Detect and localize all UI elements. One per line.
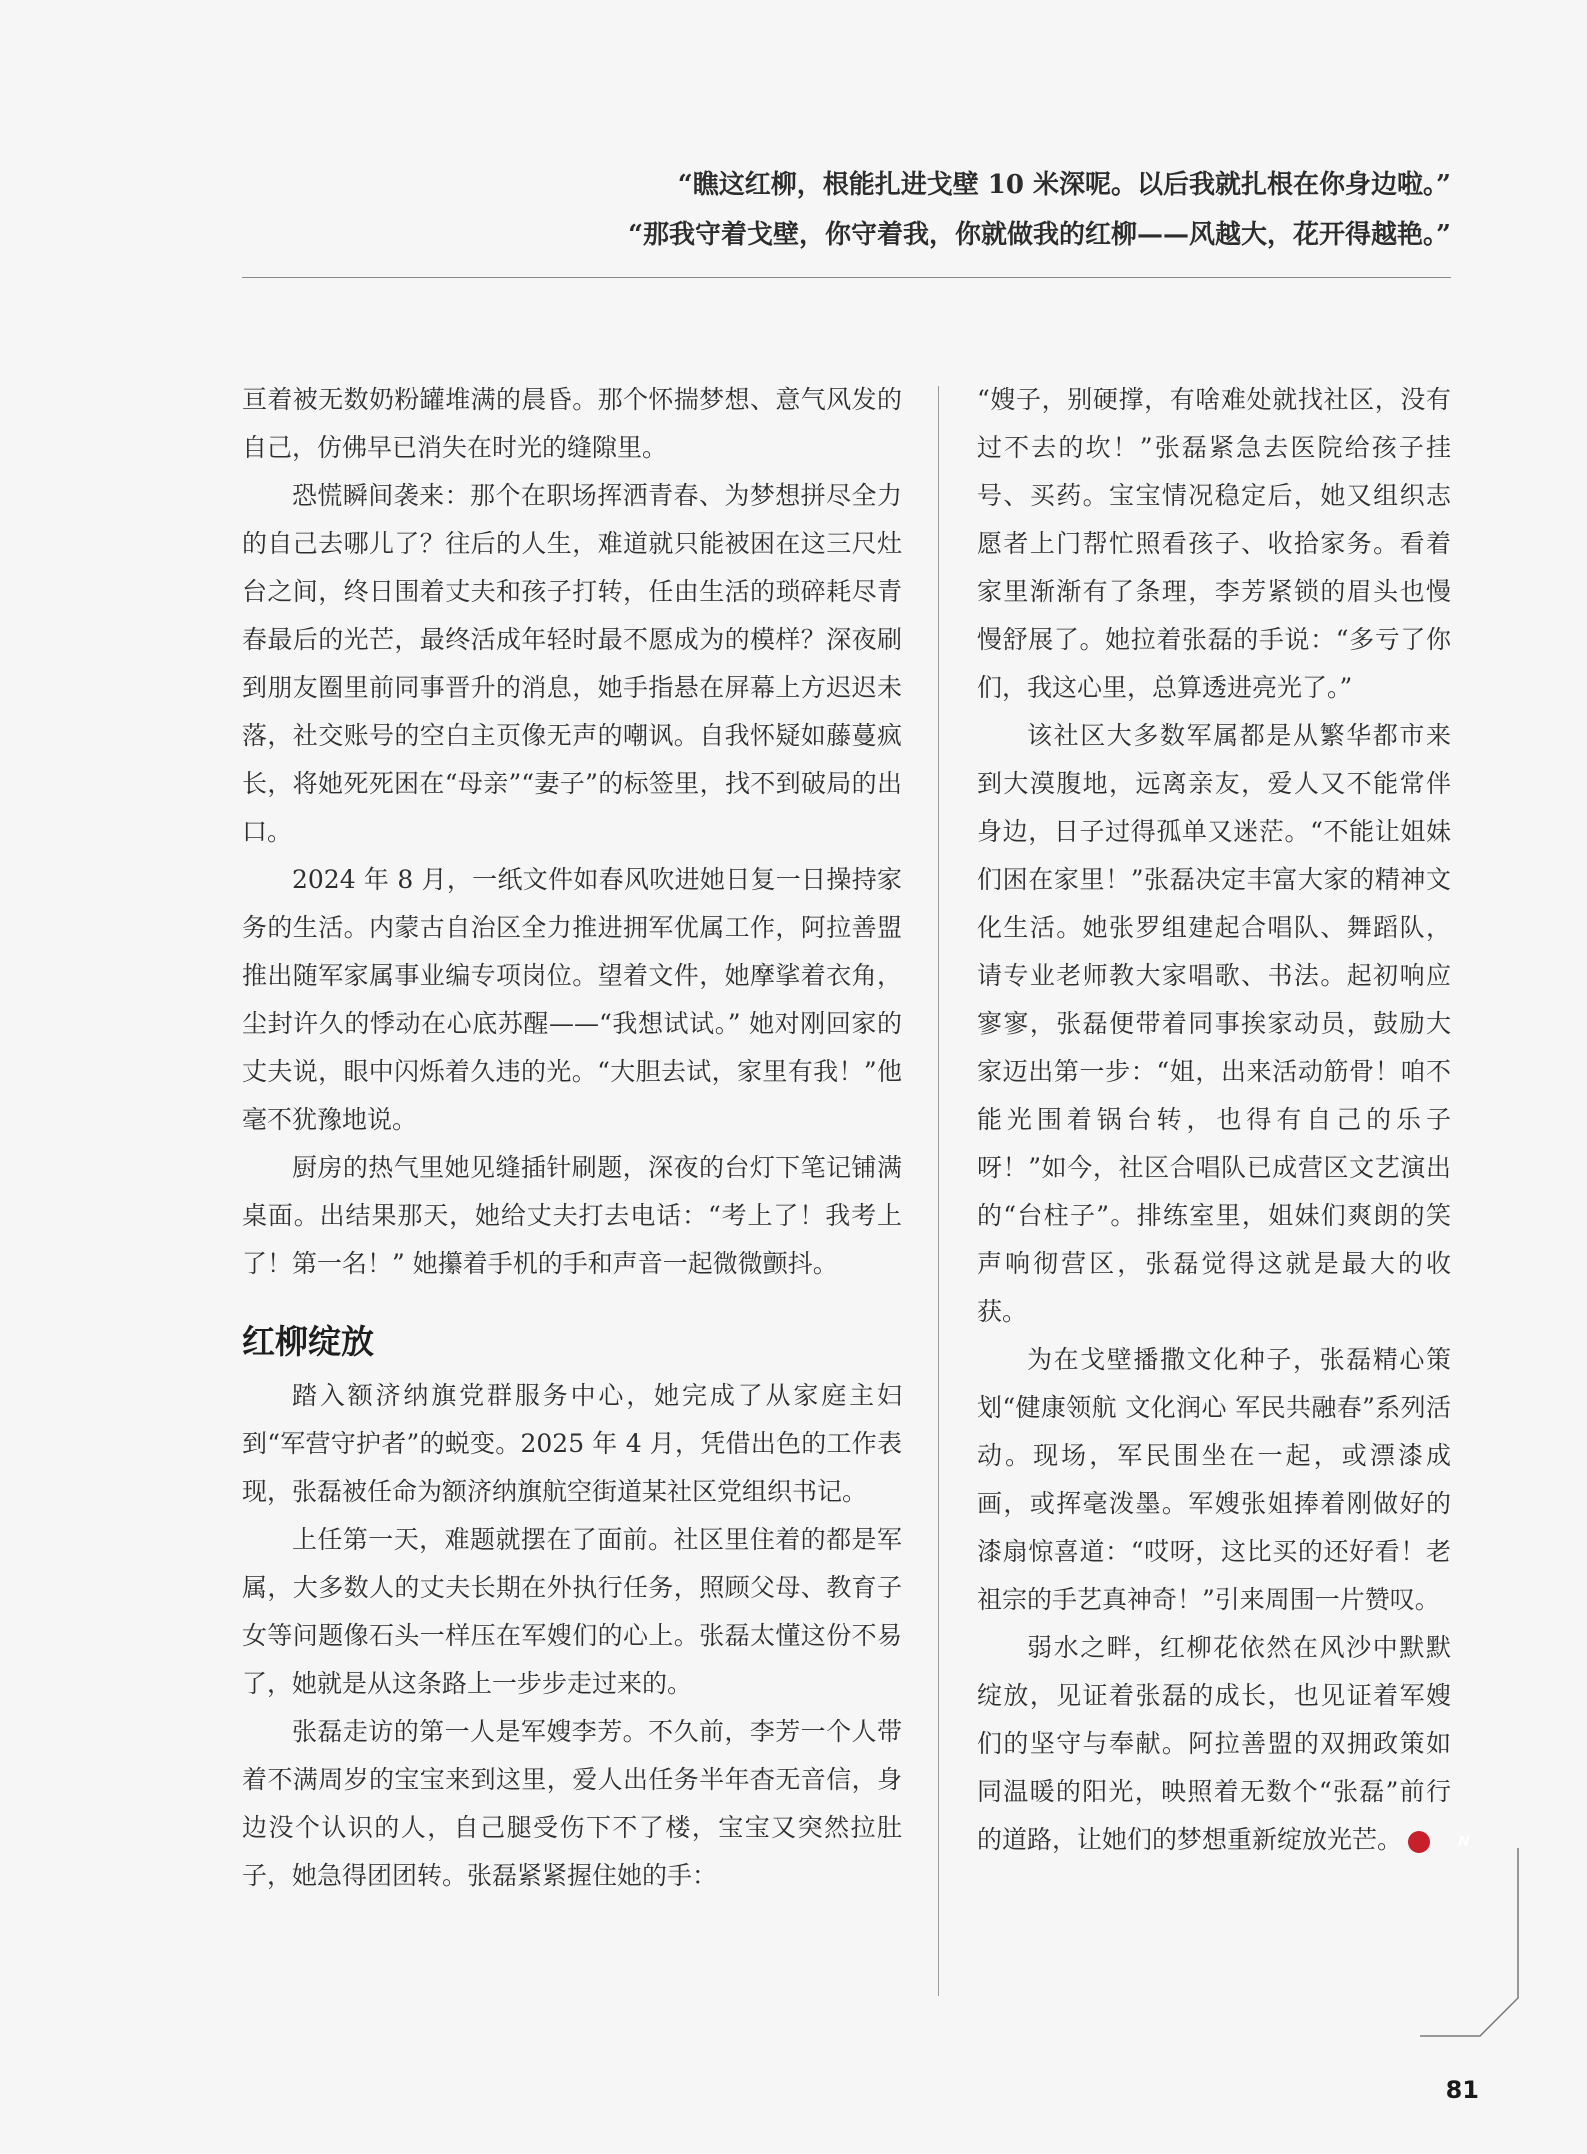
section-heading: 红柳绽放: [242, 1322, 374, 1361]
right-paragraph-4-text: 弱水之畔，红柳花依然在风沙中默默绽放，见证着张磊的成长，也见证着军嫂们的坚守与奉献。阿拉善盟的双拥政策如同温暖的阳光，映照着无数个“张磊”前行的道路，让她们的梦想重新绽放光芒。: [977, 1633, 1451, 1854]
left-paragraph-3: 2024 年 8 月，一纸文件如春风吹进她日复一日操持家务的生活。内蒙古自治区全力推进拥军优属工作，阿拉善盟推出随军家属事业编专项岗位。望着文件，她摩挲着衣角，尘封许久的悸动在心底苏醒——“我想试试。” 她对刚回家的丈夫说，眼中闪烁着久违的光。“大胆去试，家里有我！”他毫不犹豫地说。: [242, 865, 902, 1134]
left-paragraph-1: 亘着被无数奶粉罐堆满的晨昏。那个怀揣梦想、意气风发的自己，仿佛早已消失在时光的缝隙里。: [242, 385, 902, 462]
pull-quote-line-2: “那我守着戈壁，你守着我，你就做我的红柳——风越大，花开得越艳。”: [628, 220, 1451, 250]
right-paragraph-3: 为在戈壁播撒文化种子，张磊精心策划“健康领航 文化润心 军民共融春”系列活动。现场，军民围坐在一起，或漂漆成画，或挥毫泼墨。军嫂张姐捧着刚做好的漆扇惊喜道：“哎呀，这比买的还好看！老祖宗的手艺真神奇！”引来周围一片赞叹。: [977, 1345, 1451, 1614]
corner-bracket-decoration: [1420, 1848, 1520, 2038]
column-divider: [938, 386, 939, 1996]
pull-quote: [628, 160, 1451, 260]
right-paragraph-1: “嫂子，别硬撑，有啥难处就找社区，没有过不去的坎！”张磊紧急去医院给孩子挂号、买药。宝宝情况稳定后，她又组织志愿者上门帮忙照看孩子、收拾家务。看着家里渐渐有了条理，李芳紧锁的眉头也慢慢舒展了。她拉着张磊的手说：“多亏了你们，我这心里，总算透进亮光了。”: [977, 385, 1451, 702]
left-paragraph-7: 张磊走访的第一人是军嫂李芳。不久前，李芳一个人带着不满周岁的宝宝来到这里，爱人出任务半年杳无音信，身边没个认识的人，自己腿受伤下不了楼，宝宝又突然拉肚子，她急得团团转。张磊紧紧握住她的手：: [242, 1717, 902, 1890]
left-column: [242, 376, 902, 1900]
left-paragraph-5: 踏入额济纳旗党群服务中心，她完成了从家庭主妇到“军营守护者”的蜕变。2025 年 4 月，凭借出色的工作表现，张磊被任命为额济纳旗航空街道某社区党组织书记。: [242, 1381, 902, 1506]
left-paragraph-6: 上任第一天，难题就摆在了面前。社区里住着的都是军属，大多数人的丈夫长期在外执行任务，照顾父母、教育子女等问题像石头一样压在军嫂们的心上。张磊太懂这份不易了，她就是从这条路上一步步走过来的。: [242, 1525, 902, 1698]
right-column: [977, 376, 1470, 1864]
left-paragraph-4: 厨房的热气里她见缝插针刷题，深夜的台灯下笔记铺满桌面。出结果那天，她给丈夫打去电话：“考上了！我考上了！第一名！” 她攥着手机的手和声音一起微微颤抖。: [242, 1153, 902, 1278]
left-paragraph-2: 恐慌瞬间袭来：那个在职场挥洒青春、为梦想拼尽全力的自己去哪儿了？往后的人生，难道就只能被困在这三尺灶台之间，终日围着丈夫和孩子打转，任由生活的琐碎耗尽青春最后的光芒，最终活成年轻时最不愿成为的模样？深夜刷到朋友圈里前同事晋升的消息，她手指悬在屏幕上方迟迟未落，社交账号的空白主页像无声的嘲讽。自我怀疑如藤蔓疯长，将她死死困在“母亲”“妻子”的标签里，找不到破局的出口。: [242, 481, 902, 846]
header-divider: [242, 277, 1451, 278]
end-mark-icon: N: [1408, 1831, 1430, 1853]
page-number: 81: [1445, 2076, 1479, 2104]
right-paragraph-4: [977, 1624, 1470, 1864]
right-paragraph-2: 该社区大多数军属都是从繁华都市来到大漠腹地，远离亲友，爱人又不能常伴身边，日子过得孤单又迷茫。“不能让姐妹们困在家里！”张磊决定丰富大家的精神文化生活。她张罗组建起合唱队、舞蹈队，请专业老师教大家唱歌、书法。起初响应寥寥，张磊便带着同事挨家动员，鼓励大家迈出第一步：“姐，出来活动筋骨！咱不能光围着锅台转，也得有自己的乐子呀！”如今，社区合唱队已成营区文艺演出的“台柱子”。排练室里，姐妹们爽朗的笑声响彻营区，张磊觉得这就是最大的收获。: [977, 721, 1451, 1326]
pull-quote-line-1: “瞧这红柳，根能扎进戈壁 10 米深呢。以后我就扎根在你身边啦。”: [677, 170, 1451, 200]
